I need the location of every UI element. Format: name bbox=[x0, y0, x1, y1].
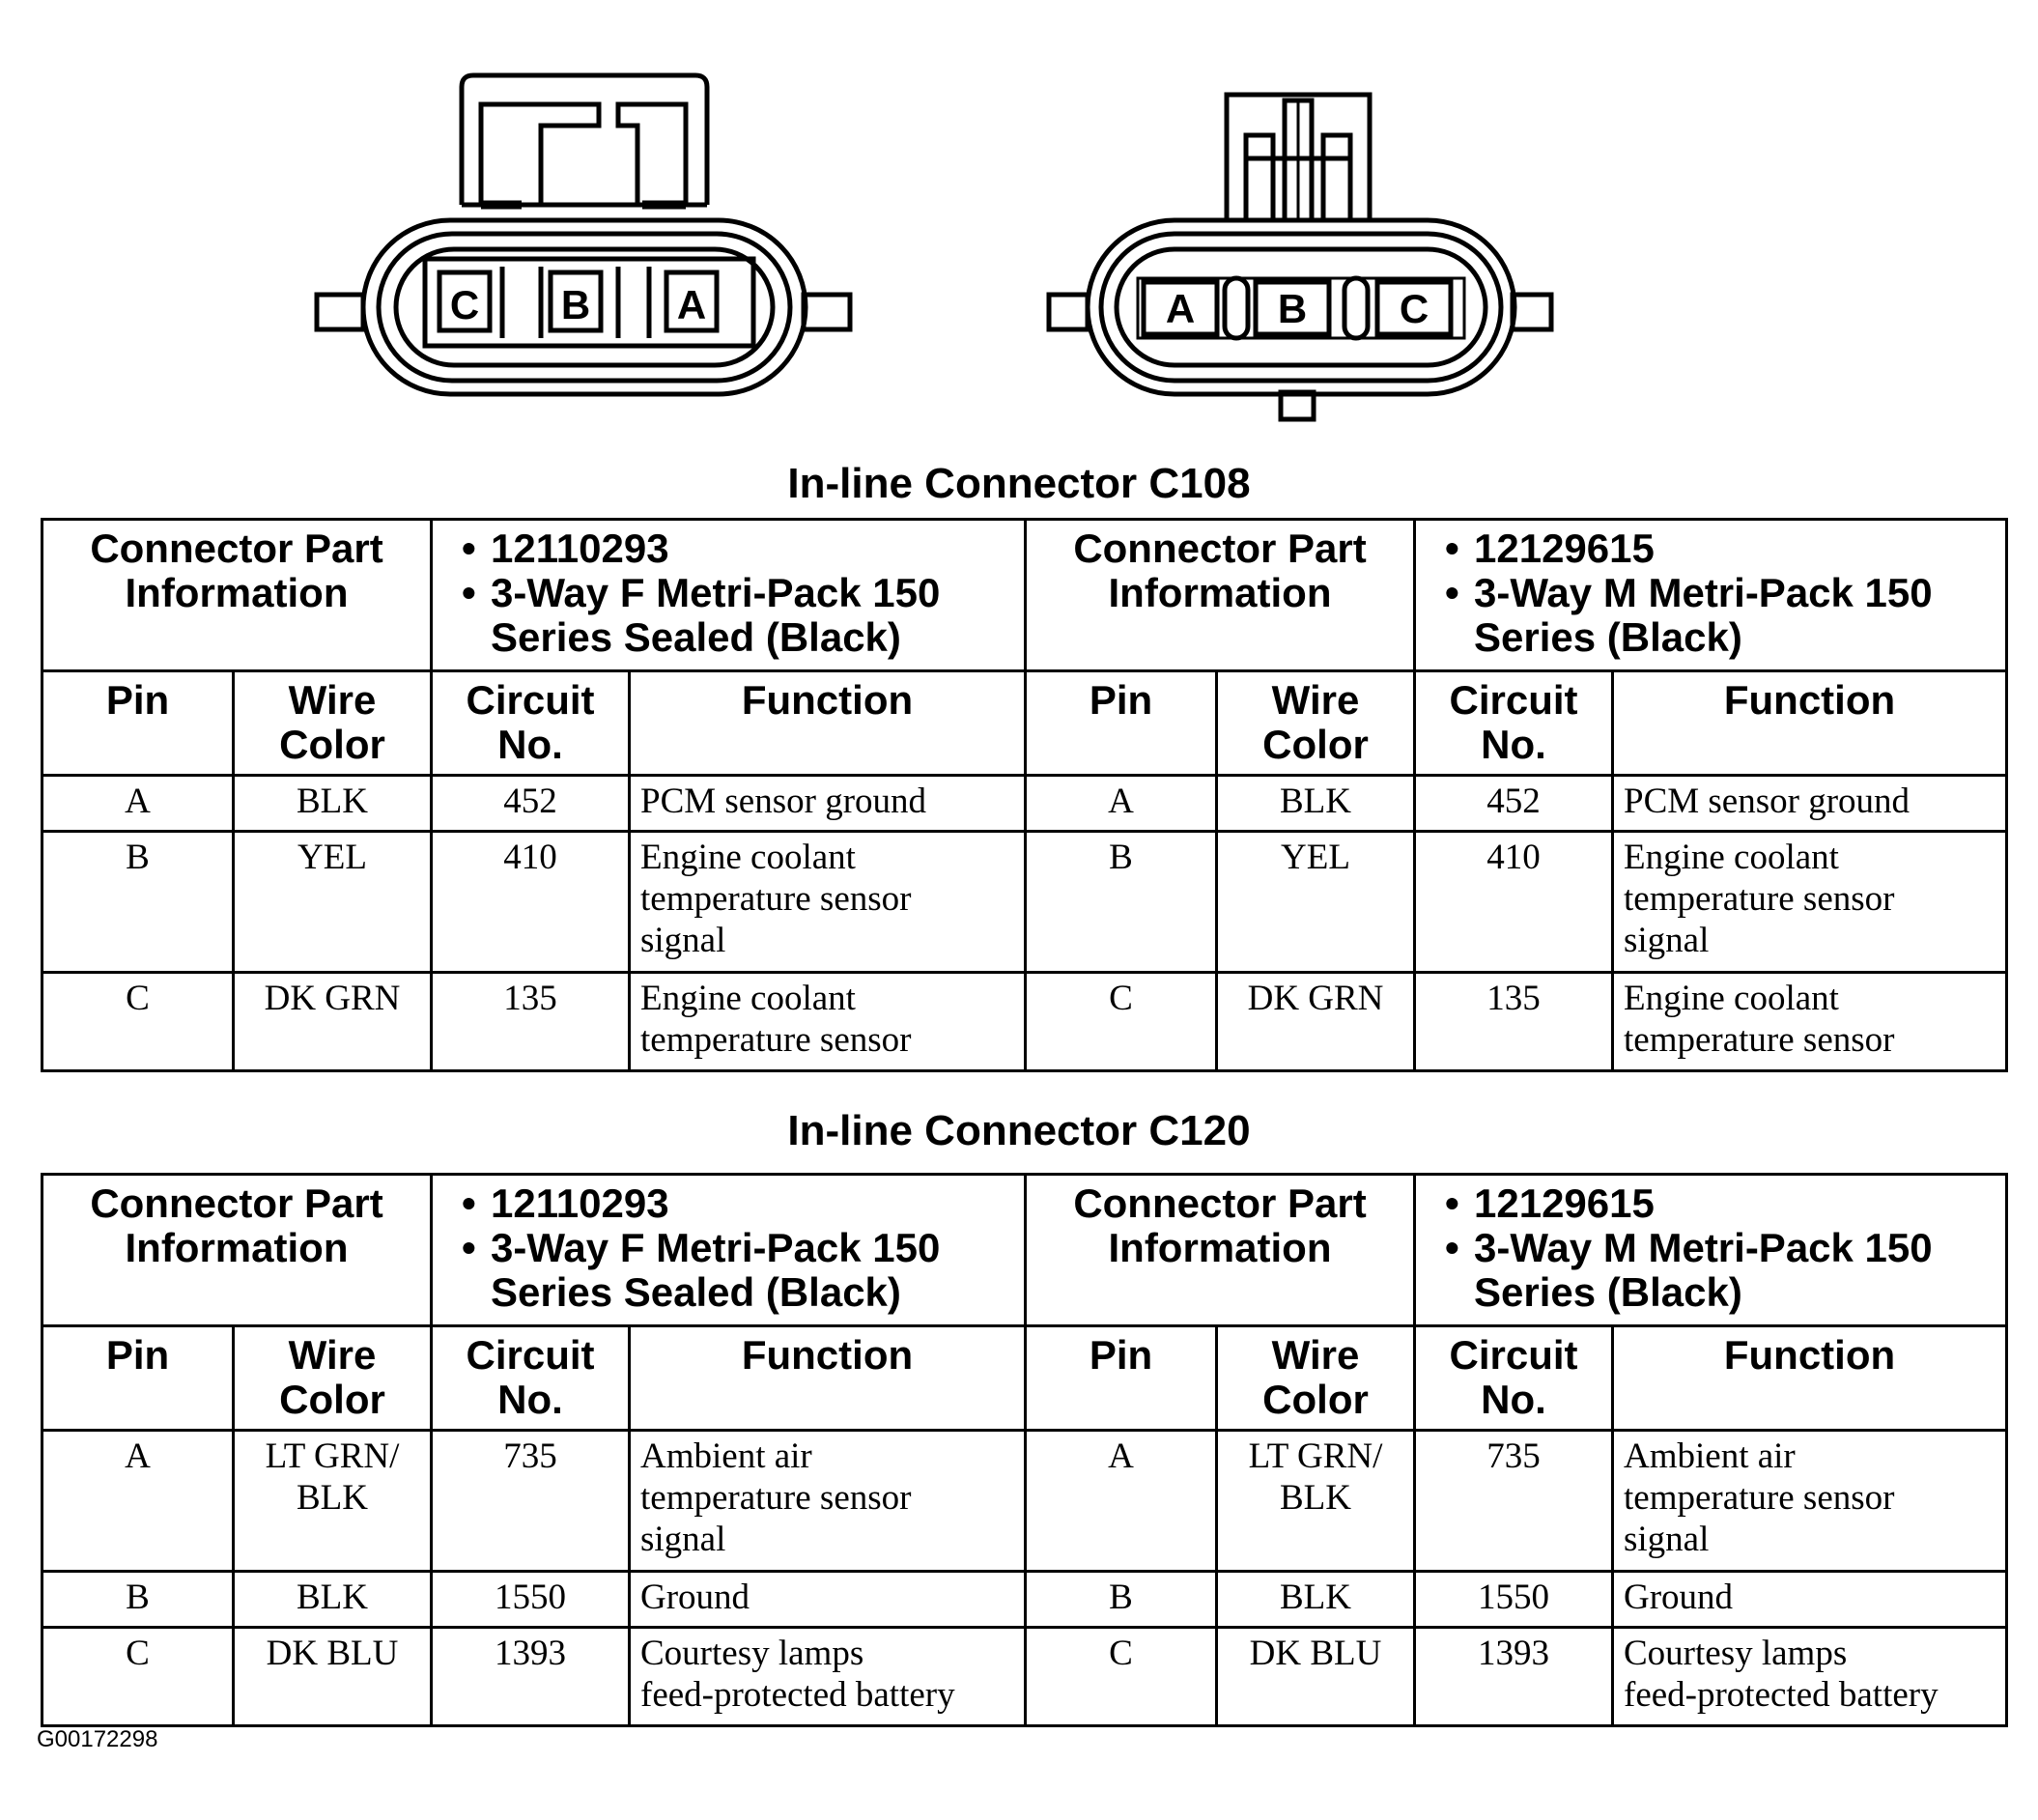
part-description-cont: Series (Black) bbox=[1474, 1269, 1742, 1315]
circuit-cell: 1393 bbox=[1415, 1628, 1613, 1726]
part-info-value-right bbox=[1415, 520, 2007, 671]
header-function: Function bbox=[630, 671, 1026, 776]
connector-diagrams bbox=[0, 0, 2038, 454]
wire-color-cell: DK GRN bbox=[234, 973, 432, 1071]
male-connector-drawing bbox=[1049, 95, 1551, 419]
header-wire-color: Wire Color bbox=[234, 671, 432, 776]
function-cell: Engine coolant temperature sensor bbox=[1613, 973, 2007, 1071]
wire-color-cell: BLK bbox=[234, 776, 432, 832]
part-info-label-right bbox=[1026, 1175, 1415, 1326]
figure-code: G00172298 bbox=[37, 1726, 158, 1752]
header-circuit-no: Circuit No. bbox=[1415, 671, 1613, 776]
function-cell: Courtesy lamps feed-protected battery bbox=[1613, 1628, 2007, 1726]
part-description-cont: Series Sealed (Black) bbox=[491, 1269, 901, 1315]
part-info-label-right bbox=[1026, 520, 1415, 671]
circuit-cell: 1550 bbox=[1415, 1572, 1613, 1628]
wire-color-cell: YEL bbox=[1217, 832, 1415, 973]
connector-table-c120 bbox=[41, 1173, 2008, 1727]
pin-cell: B bbox=[42, 1572, 234, 1628]
male-pin-a-label: A bbox=[1165, 286, 1196, 331]
part-info-label-line: Connector Part bbox=[90, 526, 383, 571]
part-description-cont: Series (Black) bbox=[1474, 614, 1742, 660]
table-row bbox=[42, 1431, 2007, 1572]
header-circuit-no: Circuit No. bbox=[432, 671, 630, 776]
function-cell: Ambient air temperature sensor signal bbox=[630, 1431, 1026, 1572]
pin-cell: C bbox=[1026, 1628, 1217, 1726]
female-pin-a-label: A bbox=[676, 282, 707, 327]
circuit-cell: 135 bbox=[432, 973, 630, 1071]
section-title-c120: In-line Connector C120 bbox=[787, 1107, 1251, 1154]
part-info-label-left bbox=[42, 520, 432, 671]
table-row bbox=[42, 776, 2007, 832]
header-pin: Pin bbox=[1026, 1326, 1217, 1431]
table-row bbox=[42, 1572, 2007, 1628]
part-info-label-left bbox=[42, 1175, 432, 1326]
wire-color-cell: DK BLU bbox=[234, 1628, 432, 1726]
table-row bbox=[42, 832, 2007, 973]
connector-table-c108 bbox=[41, 518, 2008, 1072]
part-description: • 3-Way M Metri-Pack 150 bbox=[1474, 1226, 2005, 1270]
pin-cell: A bbox=[1026, 1431, 1217, 1572]
header-circuit-no: Circuit No. bbox=[432, 1326, 630, 1431]
circuit-cell: 735 bbox=[1415, 1431, 1613, 1572]
function-cell: Ground bbox=[1613, 1572, 2007, 1628]
part-info-label-line: Connector Part bbox=[1073, 526, 1367, 571]
part-number: • 12129615 bbox=[1474, 1181, 2005, 1226]
header-wire-color: Wire Color bbox=[1217, 671, 1415, 776]
wire-color-cell: LT GRN/ BLK bbox=[234, 1431, 432, 1572]
circuit-cell: 1393 bbox=[432, 1628, 630, 1726]
male-pin-b-label: B bbox=[1277, 286, 1308, 331]
header-function: Function bbox=[1613, 1326, 2007, 1431]
wire-color-cell: LT GRN/ BLK bbox=[1217, 1431, 1415, 1572]
header-wire-color: Wire Color bbox=[1217, 1326, 1415, 1431]
part-info-row bbox=[42, 520, 2007, 671]
function-cell: PCM sensor ground bbox=[1613, 776, 2007, 832]
function-cell: PCM sensor ground bbox=[630, 776, 1026, 832]
connector-diagrams-svg bbox=[0, 0, 2038, 454]
female-pin-c-label: C bbox=[449, 282, 480, 327]
pin-cell: A bbox=[42, 776, 234, 832]
header-pin: Pin bbox=[42, 1326, 234, 1431]
function-cell: Ground bbox=[630, 1572, 1026, 1628]
part-number: • 12110293 bbox=[491, 1181, 1024, 1226]
circuit-cell: 452 bbox=[1415, 776, 1613, 832]
wire-color-cell: BLK bbox=[234, 1572, 432, 1628]
part-description: • 3-Way F Metri-Pack 150 bbox=[491, 1226, 1024, 1270]
pin-cell: B bbox=[1026, 832, 1217, 973]
pin-cell: A bbox=[1026, 776, 1217, 832]
circuit-cell: 135 bbox=[1415, 973, 1613, 1071]
part-number: • 12129615 bbox=[1474, 526, 2005, 571]
column-header-row bbox=[42, 1326, 2007, 1431]
circuit-cell: 735 bbox=[432, 1431, 630, 1572]
circuit-cell: 410 bbox=[432, 832, 630, 973]
part-info-label-line: Information bbox=[125, 1225, 349, 1270]
header-function: Function bbox=[1613, 671, 2007, 776]
part-info-label-line: Information bbox=[1108, 1225, 1332, 1270]
table-row bbox=[42, 1628, 2007, 1726]
function-cell: Engine coolant temperature sensor signal bbox=[1613, 832, 2007, 973]
part-number: • 12110293 bbox=[491, 526, 1024, 571]
function-cell: Courtesy lamps feed-protected battery bbox=[630, 1628, 1026, 1726]
part-info-value-left bbox=[432, 1175, 1026, 1326]
pin-cell: C bbox=[42, 973, 234, 1071]
wire-color-cell: YEL bbox=[234, 832, 432, 973]
part-info-label-line: Information bbox=[1108, 570, 1332, 615]
part-description-cont: Series Sealed (Black) bbox=[491, 614, 901, 660]
table-row bbox=[42, 973, 2007, 1071]
pin-cell: B bbox=[42, 832, 234, 973]
wire-color-cell: BLK bbox=[1217, 1572, 1415, 1628]
circuit-cell: 410 bbox=[1415, 832, 1613, 973]
column-header-row bbox=[42, 671, 2007, 776]
wire-color-cell: DK BLU bbox=[1217, 1628, 1415, 1726]
pin-cell: B bbox=[1026, 1572, 1217, 1628]
part-info-value-left bbox=[432, 520, 1026, 671]
part-description: • 3-Way F Metri-Pack 150 bbox=[491, 571, 1024, 615]
header-pin: Pin bbox=[42, 671, 234, 776]
part-info-label-line: Connector Part bbox=[1073, 1180, 1367, 1226]
circuit-cell: 452 bbox=[432, 776, 630, 832]
function-cell: Engine coolant temperature sensor signal bbox=[630, 832, 1026, 973]
header-wire-color: Wire Color bbox=[234, 1326, 432, 1431]
circuit-cell: 1550 bbox=[432, 1572, 630, 1628]
pin-cell: A bbox=[42, 1431, 234, 1572]
part-description: • 3-Way M Metri-Pack 150 bbox=[1474, 571, 2005, 615]
wire-color-cell: BLK bbox=[1217, 776, 1415, 832]
part-info-row bbox=[42, 1175, 2007, 1326]
pin-cell: C bbox=[42, 1628, 234, 1726]
part-info-value-right bbox=[1415, 1175, 2007, 1326]
header-function: Function bbox=[630, 1326, 1026, 1431]
pin-cell: C bbox=[1026, 973, 1217, 1071]
part-info-label-line: Information bbox=[125, 570, 349, 615]
header-pin: Pin bbox=[1026, 671, 1217, 776]
female-connector-drawing bbox=[317, 75, 850, 394]
function-cell: Engine coolant temperature sensor bbox=[630, 973, 1026, 1071]
wire-color-cell: DK GRN bbox=[1217, 973, 1415, 1071]
part-info-label-line: Connector Part bbox=[90, 1180, 383, 1226]
section-title-c108: In-line Connector C108 bbox=[787, 460, 1251, 507]
function-cell: Ambient air temperature sensor signal bbox=[1613, 1431, 2007, 1572]
male-pin-c-label: C bbox=[1399, 286, 1429, 331]
header-circuit-no: Circuit No. bbox=[1415, 1326, 1613, 1431]
female-pin-b-label: B bbox=[560, 282, 591, 327]
